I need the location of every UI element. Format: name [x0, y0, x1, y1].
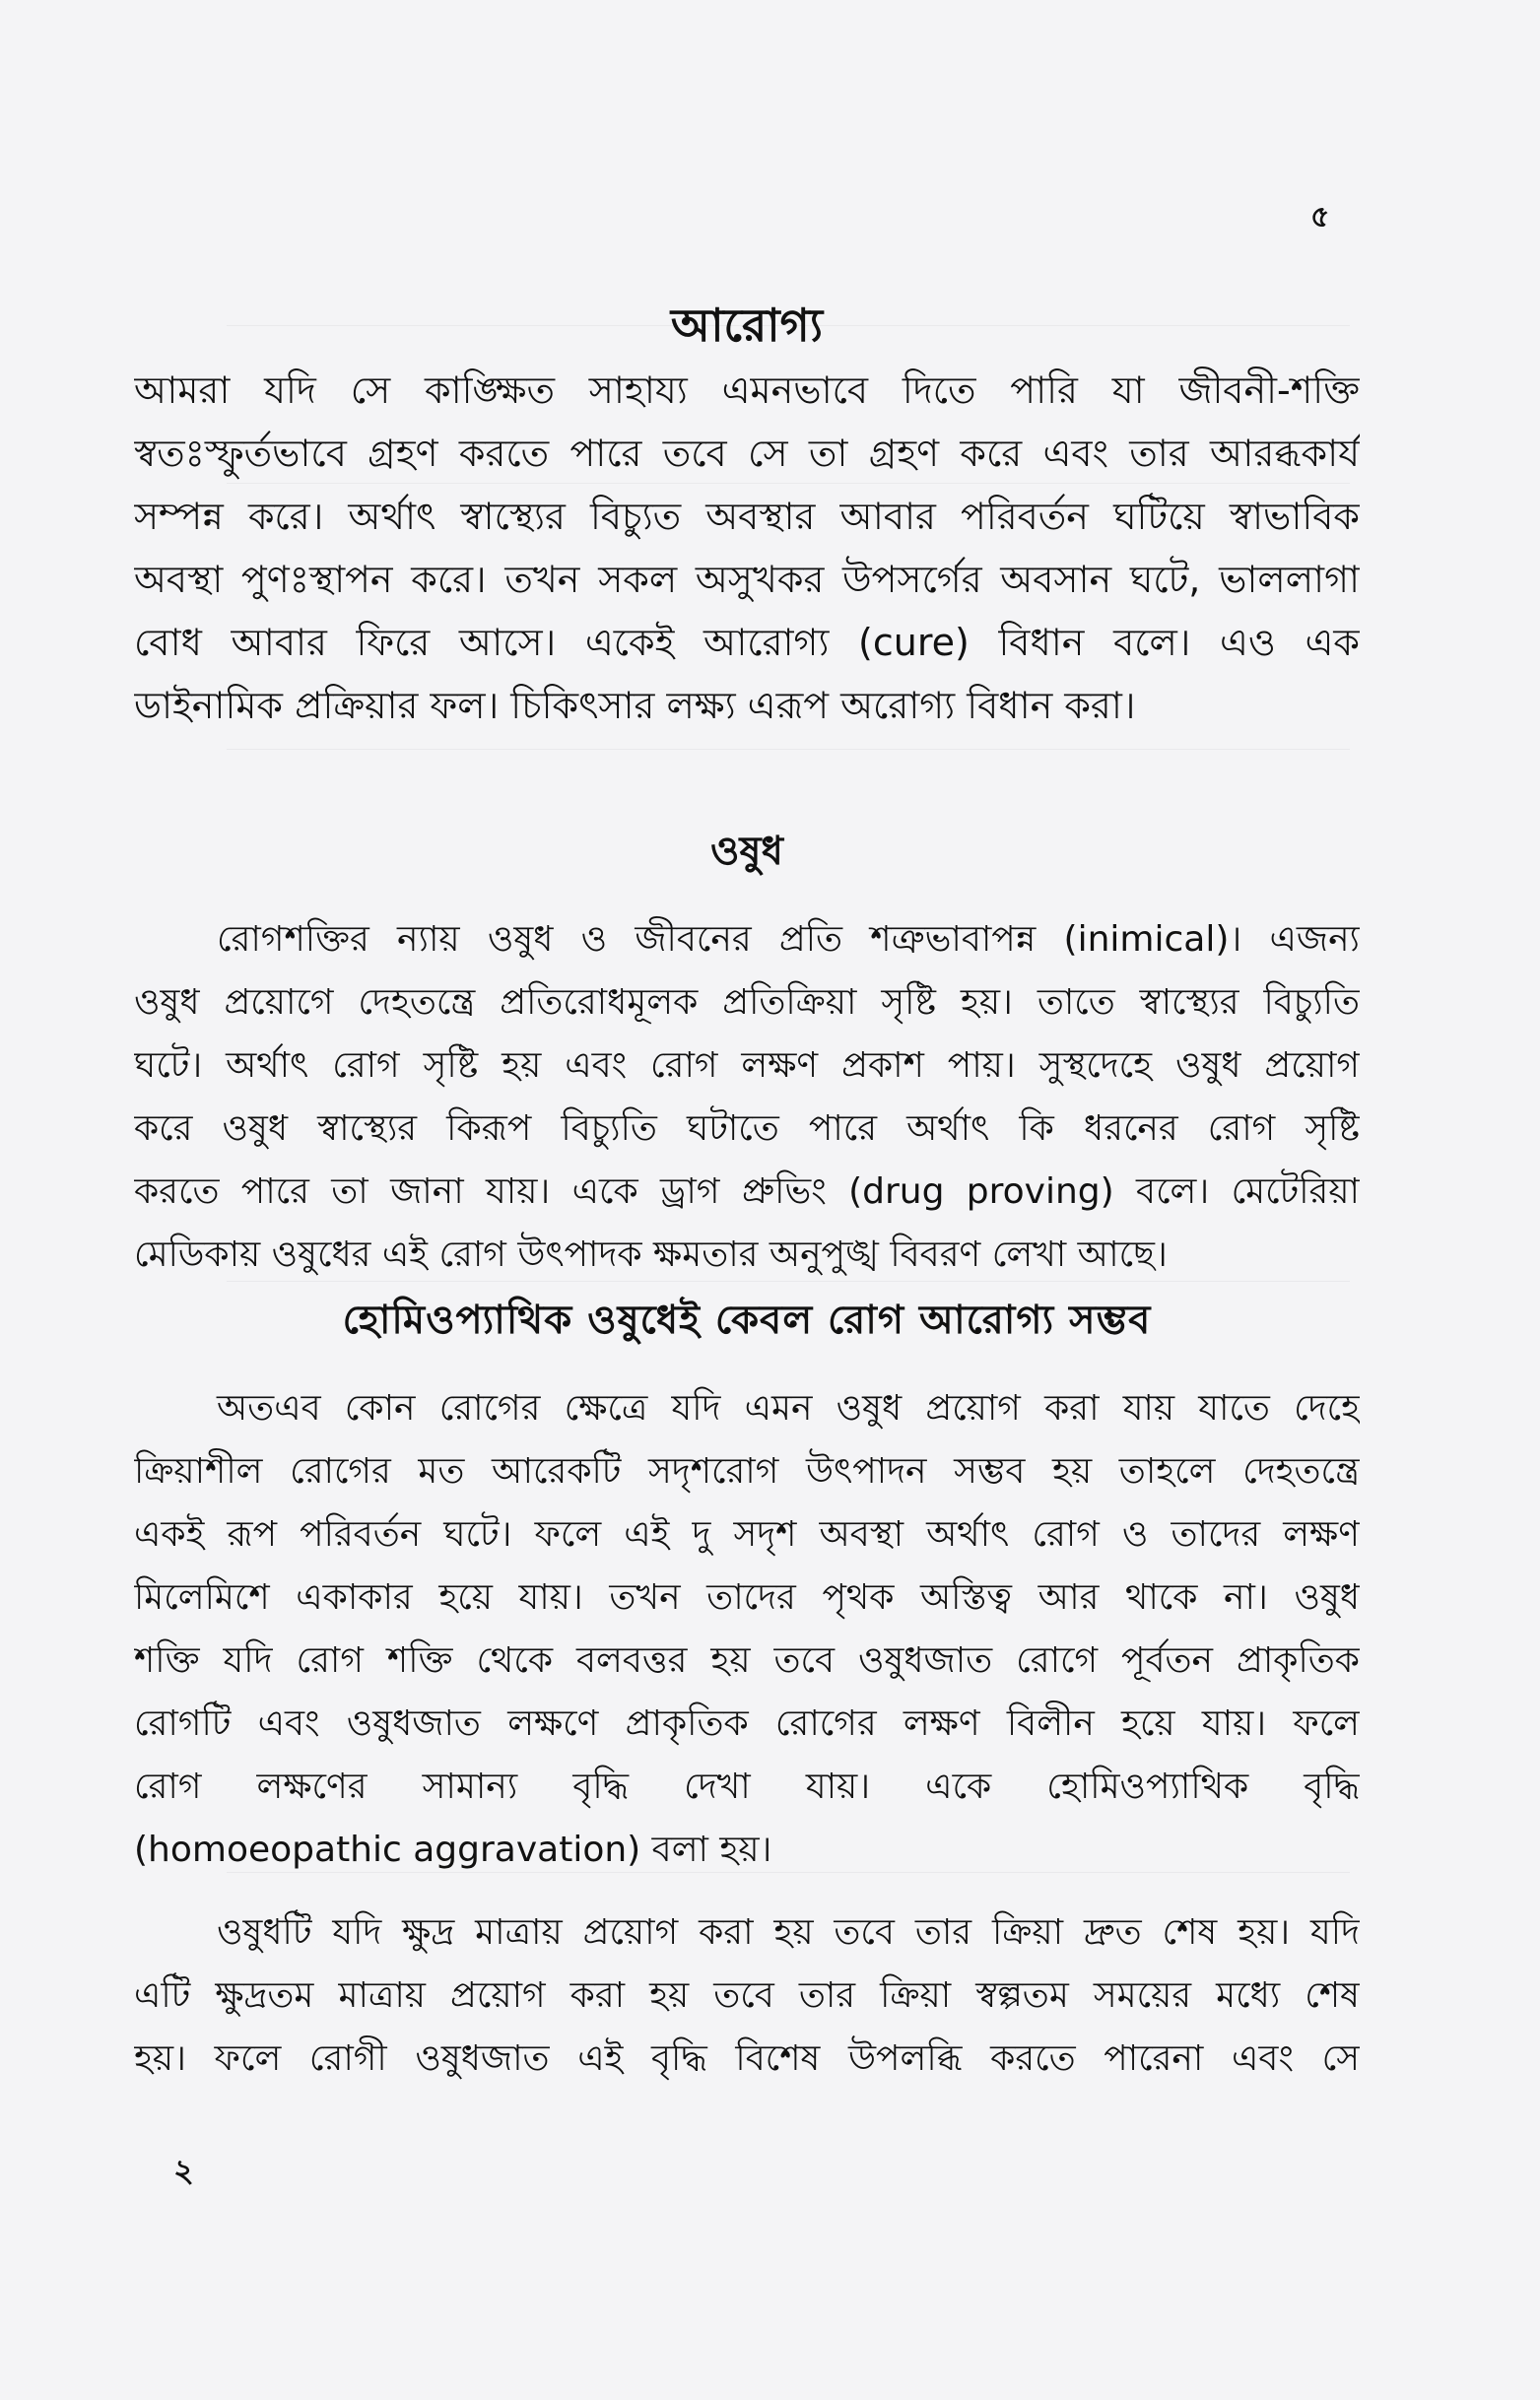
text-line: স্বতঃস্ফুর্তভাবে গ্রহণ করতে পারে তবে সে তা গ্রহণ করে এবং তার আরব্ধকার্য: [134, 432, 1360, 475]
text-line: অতএব কোন রোগের ক্ষেত্রে যদি এমন ওষুধ প্রয়োগ করা যায় যাতে দেহে: [217, 1388, 1360, 1429]
text-line: আমরা যদি সে কাঙ্ক্ষিত সাহায্য এমনভাবে দিতে পারি যা জীবনী-শক্তি: [134, 368, 1360, 412]
bleed-through-line: [227, 749, 1350, 750]
text-line: ওষুধটি যদি ক্ষুদ্র মাত্রায় প্রয়োগ করা হয় তবে তার ক্রিয়া দ্রুত শেষ হয়। যদি: [217, 1912, 1360, 1953]
text-line: করে ওষুধ স্বাস্থ্যের কিরূপ বিচ্যুতি ঘটাতে পারে অর্থাৎ কি ধরনের রোগ সৃষ্টি: [134, 1108, 1360, 1149]
text-line: রোগ লক্ষণের সামান্য বৃদ্ধি দেখা যায়। একে হোমিওপ্যাথিক বৃদ্ধি: [134, 1767, 1360, 1807]
section-title-medicine: ওষুধ: [710, 829, 783, 874]
text-line: এটি ক্ষুদ্রতম মাত্রায় প্রয়োগ করা হয় তবে তার ক্রিয়া স্বল্পতম সময়ের মধ্যে শেষ: [134, 1975, 1360, 2016]
paragraph-homeopathic-cure: [134, 1377, 1360, 1882]
text-line: রোগশক্তির ন্যায় ওষুধ ও জীবনের প্রতি শত্রুভাবাপন্ন (inimical)। এজন্য: [217, 919, 1360, 960]
text-line: বোধ আবার ফিরে আসে। একেই আরোগ্য (cure) বিধান বলে। এও এক: [134, 621, 1360, 664]
page-number-top: ৫: [1310, 200, 1330, 234]
text-line: হয়। ফলে রোগী ওষুধজাত এই বৃদ্ধি বিশেষ উপলব্ধি করতে পারেনা এবং সে: [134, 2038, 1360, 2079]
text-line: (homoeopathic aggravation) বলা হয়।: [134, 1830, 772, 1870]
text-line: শক্তি যদি রোগ শক্তি থেকে বলবত্তর হয় তবে ওষুধজাত রোগে পূর্বতন প্রাকৃতিক: [134, 1640, 1360, 1681]
text-line: করতে পারে তা জানা যায়। একে ড্রাগ প্রুভিং (drug proving) বলে। মেটেরিয়া: [134, 1171, 1360, 1212]
page-number-bottom: ২: [173, 2152, 194, 2189]
paragraph-dose: [134, 1901, 1360, 2091]
section-title-homeopathic-cure: হোমিওপ্যাথিক ওষুধেই কেবল রোগ আরোগ্য সম্ভব: [342, 1298, 1152, 1343]
text-line: একই রূপ পরিবর্তন ঘটে। ফলে এই দু সদৃশ অবস্থা অর্থাৎ রোগ ও তাদের লক্ষণ: [134, 1514, 1360, 1555]
paragraph-medicine: [134, 908, 1360, 1287]
text-line: মেডিকায় ওষুধের এই রোগ উৎপাদক ক্ষমতার অনুপুঙ্খ বিবরণ লেখা আছে।: [134, 1234, 1168, 1275]
text-line: সম্পন্ন করে। অর্থাৎ স্বাস্থ্যের বিচ্যুত অবস্থার আবার পরিবর্তন ঘটিয়ে স্বাভাবিক: [134, 495, 1360, 538]
text-line: ঘটে। অর্থাৎ রোগ সৃষ্টি হয় এবং রোগ লক্ষণ প্রকাশ পায়। সুস্থদেহে ওষুধ প্রয়োগ: [134, 1045, 1360, 1086]
paragraph-cure: [134, 359, 1360, 737]
text-line: ক্রিয়াশীল রোগের মত আরেকটি সদৃশরোগ উৎপাদন সম্ভব হয় তাহলে দেহতন্ত্রে: [134, 1451, 1360, 1492]
text-line: রোগটি এবং ওষুধজাত লক্ষণে প্রাকৃতিক রোগের লক্ষণ বিলীন হয়ে যায়। ফলে: [134, 1703, 1360, 1744]
section-title-cure: আরোগ্য: [670, 299, 824, 352]
text-line: অবস্থা পুণঃস্থাপন করে। তখন সকল অসুখকর উপসর্গের অবসান ঘটে, ভাললাগা: [134, 558, 1360, 601]
text-line: মিলেমিশে একাকার হয়ে যায়। তখন তাদের পৃথক অস্তিত্ব আর থাকে না। ওষুধ: [134, 1577, 1360, 1618]
text-line: ডাইনামিক প্রক্রিয়ার ফল। চিকিৎসার লক্ষ্য এরূপ অরোগ্য বিধান করা।: [134, 684, 1136, 727]
text-line: ওষুধ প্রয়োগে দেহতন্ত্রে প্রতিরোধমূলক প্রতিক্রিয়া সৃষ্টি হয়। তাতে স্বাস্থ্যের বিচ্যুতি: [134, 982, 1360, 1023]
